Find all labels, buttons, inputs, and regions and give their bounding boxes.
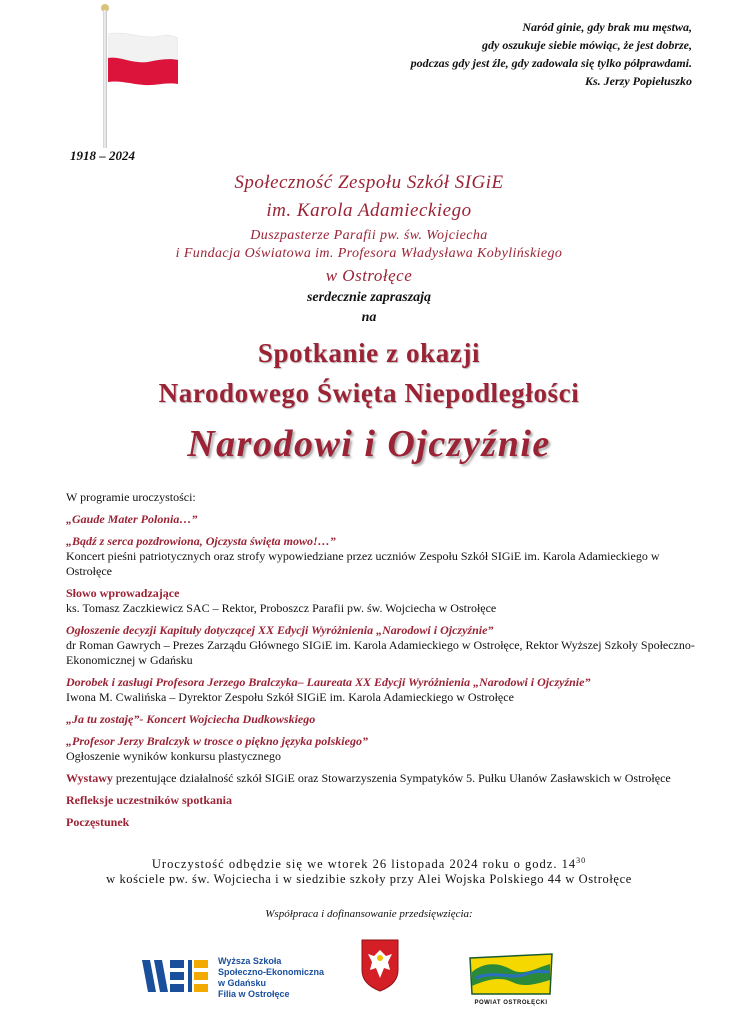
event-time-minutes: 30 [576, 856, 587, 865]
program-item-heading: „Profesor Jerzy Bralczyk w trosce o piękno języka polskiego” [66, 734, 368, 748]
flagpole [103, 10, 107, 148]
program-item [66, 675, 696, 705]
event-title-line-1: Spotkanie z okazji [257, 338, 481, 368]
powiat-ostrolecki-logo-icon [466, 950, 556, 998]
program-item [66, 815, 696, 830]
quote-author: Ks. Jerzy Popiełuszko [584, 74, 692, 88]
program-item [66, 623, 696, 668]
quote-line: gdy oszukuje siebie mówiąc, że jest dobrze, [482, 38, 692, 52]
wsse-logo-icon [140, 956, 210, 996]
program-item [66, 734, 696, 764]
polish-flag-icon [108, 30, 178, 86]
event-date-text: Uroczystość odbędzie się we wtorek 26 listopada 2024 roku o godz. 14 [151, 857, 577, 872]
program-item [66, 534, 696, 579]
program-item-desc: ks. Tomasz Zaczkiewicz SAC – Rektor, Proboszcz Parafii pw. św. Wojciecha w Ostrołęce [66, 601, 497, 615]
program-item-heading: Dorobek i zasługi Profesora Jerzego Bralczyka– Laureata XX Edycji Wyróżnienia „Narodowi i Ojczyźnie” [66, 675, 591, 689]
organizer-line-2: im. Karola Adamieckiego [266, 200, 472, 221]
event-location-line: w kościele pw. św. Wojciecha i w siedzibie szkoły przy Alei Wojska Polskiego 44 w Ostrołęce [106, 872, 632, 886]
program-item-desc: prezentujące działalność szkół SIGiE oraz Stowarzyszenia Sympatyków 5. Pułku Ułanów Zasławskich w Ostrołęce [112, 771, 671, 785]
cooperation-label: Współpraca i dofinansowanie przedsięwzięcia: [265, 908, 473, 920]
wsse-line: Wyższa Szkoła [218, 956, 282, 966]
program-item-heading: Ogłoszenie decyzji Kapituły dotyczącej XX Edycji Wyróżnienia „Narodowi i Ojczyźnie” [66, 623, 494, 637]
program-item [66, 712, 696, 727]
program-item-desc: Ogłoszenie wyników konkursu plastycznego [66, 749, 281, 763]
organizer-line-3: Duszpasterze Parafii pw. św. Wojciecha [250, 228, 488, 243]
organizer-line-1: Społeczność Zespołu Szkół SIGiE [234, 172, 504, 193]
wsse-line: Filia w Ostrołęce [218, 989, 290, 999]
ostroleka-coat-of-arms-icon [360, 938, 400, 992]
year-range: 1918 – 2024 [70, 148, 135, 163]
program-item [66, 586, 696, 616]
program-item [66, 512, 696, 527]
program-item-desc: dr Roman Gawrych – Prezes Zarządu Głównego SIGiE im. Karola Adamieckiego w Ostrołęce, Rektor Wyższej Szkoły Społeczno-Ekonomicznej w Gdańsku [66, 638, 695, 667]
program-intro: W programie uroczystości: [66, 490, 196, 504]
event-title-line-2: Narodowego Święta Niepodległości [158, 378, 580, 408]
na-text: na [361, 310, 377, 325]
program-item-desc: Koncert pieśni patriotycznych oraz strofy wypowiedziane przez uczniów Zespołu Szkół SIGiE im. Karola Adamieckiego w Ostrołęce [66, 549, 660, 578]
wsse-line: Społeczno-Ekonomiczna [218, 967, 325, 977]
program-item-desc: Iwona M. Cwalińska – Dyrektor Zespołu Szkół SIGiE im. Karola Adamieckiego w Ostrołęce [66, 690, 514, 704]
program-item-heading: „Ja tu zostaję”- Koncert Wojciecha Dudkowskiego [66, 712, 316, 726]
powiat-label: POWIAT OSTROŁĘCKI [474, 1000, 548, 1006]
program-item-heading: Słowo wprowadzające [66, 586, 180, 600]
program-item-heading: Refleksje uczestników spotkania [66, 793, 233, 807]
wsse-line: w Gdańsku [218, 978, 267, 988]
event-date-line [0, 856, 738, 872]
program-item-heading: „Bądź z serca pozdrowiona, Ojczysta święta mowo!…” [66, 534, 336, 548]
program-item-heading: „Gaude Mater Polonia…” [66, 512, 198, 526]
program-item-heading: Poczęstunek [66, 815, 130, 829]
quote-block [272, 18, 692, 90]
quote-line: podczas gdy jest źle, gdy zadowala się tylko półprawdami. [410, 56, 692, 70]
quote-line: Naród ginie, gdy brak mu męstwa, [522, 20, 692, 34]
program-item-wystawy [66, 771, 696, 786]
organizer-line-4: i Fundacja Oświatowa im. Profesora Władysława Kobylińskiego [175, 246, 563, 261]
program-item [66, 793, 696, 808]
invite-text: serdecznie zapraszają [306, 290, 432, 305]
program-section [66, 490, 696, 837]
event-main-title: Narodowi i Ojczyźnie [187, 423, 551, 465]
organizer-line-5: w Ostrołęce [325, 266, 413, 285]
wsse-logo-text [218, 956, 324, 1000]
program-item-heading: Wystawy [66, 771, 113, 785]
